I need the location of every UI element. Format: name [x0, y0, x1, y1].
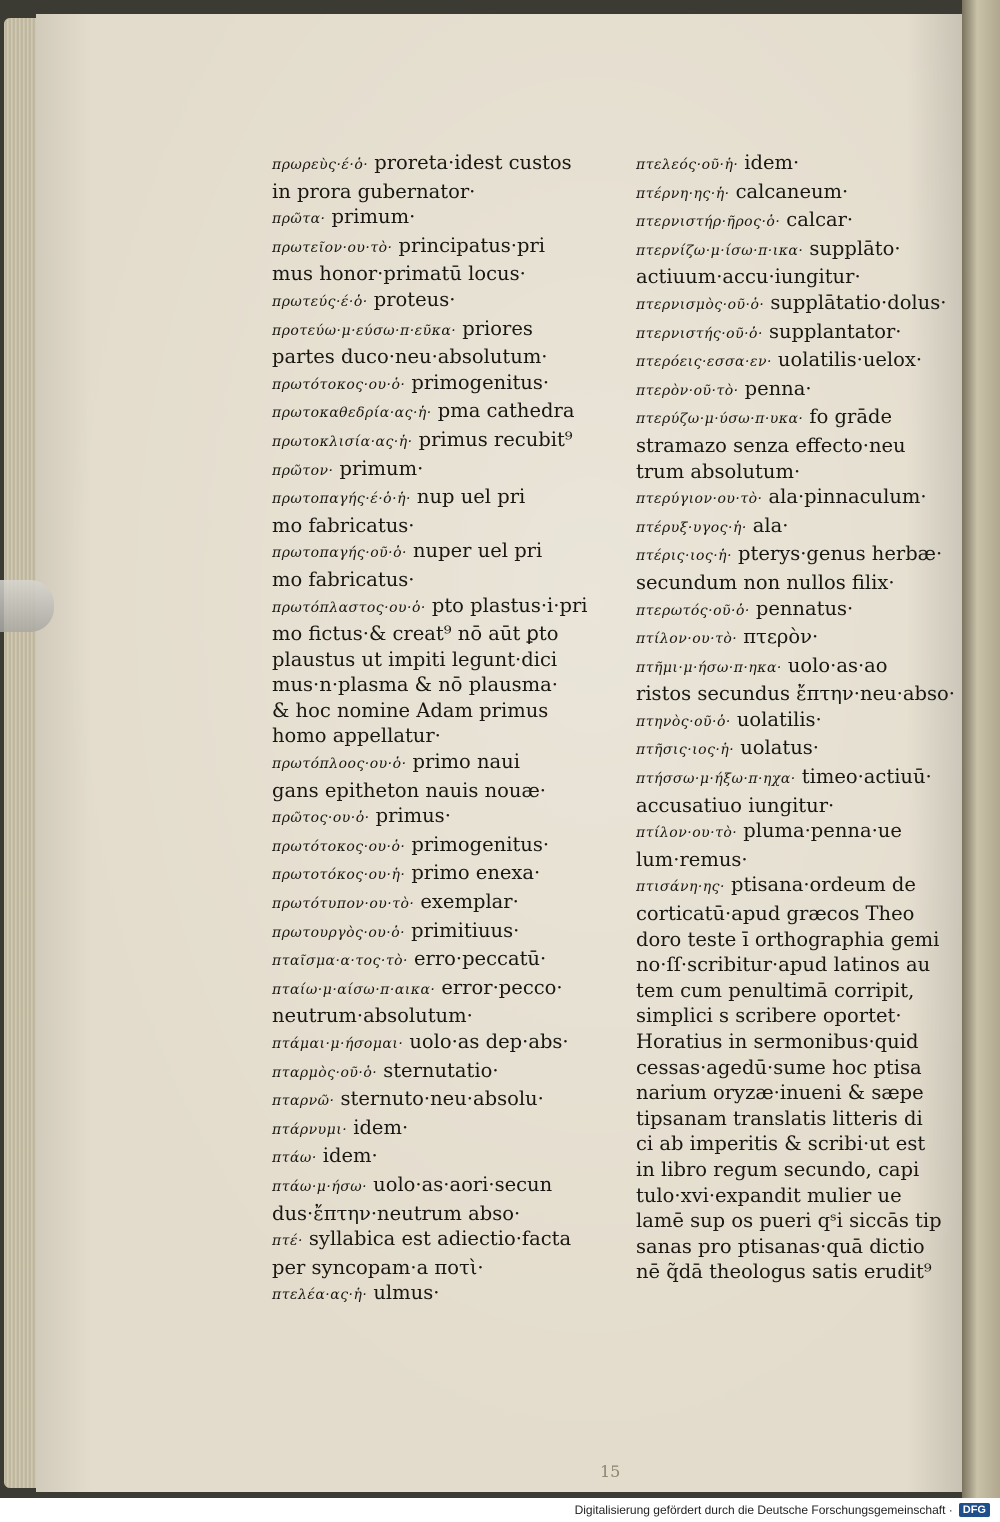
latin-gloss: accusatiuo iungitur·: [636, 793, 835, 817]
greek-headword: πτηνὸς·οῦ·ὁ·: [636, 713, 731, 730]
latin-gloss: proreta·idest custos: [374, 151, 572, 174]
latin-gloss: ristos secundus ἔπτην·neu·abso·: [636, 682, 955, 706]
greek-headword: πταῖσμα·α·τος·τὸ·: [272, 953, 408, 970]
latin-gloss: neutrum·absolutum·: [272, 1004, 473, 1028]
text-line: [636, 179, 916, 208]
greek-headword: πτερωτός·οῦ·ὁ·: [636, 602, 750, 619]
text-line: [272, 672, 562, 698]
greek-headword: πτάω·: [272, 1150, 317, 1167]
text-line: [272, 1255, 562, 1281]
latin-gloss: stramazo senza effecto·neu: [636, 433, 906, 457]
text-line: [272, 370, 562, 399]
latin-gloss: timeo·actiuū·: [801, 765, 932, 789]
latin-gloss: supplātatio·dolus·: [770, 290, 947, 314]
text-line: [272, 179, 562, 205]
latin-gloss: homo appellatur·: [272, 724, 441, 748]
text-line: [636, 433, 916, 459]
latin-gloss: primo enexa·: [411, 861, 541, 885]
text-line: [636, 1055, 922, 1081]
latin-gloss: cessas·agedū·sume hoc ptisa: [636, 1055, 922, 1079]
text-line: [636, 764, 932, 793]
latin-gloss: mo fictus·& creat⁹ nō aūt ꝑto: [272, 622, 559, 646]
text-line: [636, 459, 916, 485]
latin-gloss: sanas pro ptisanas·quā dictio: [636, 1234, 925, 1258]
right-text-column: [636, 150, 955, 1285]
greek-headword: πτίλον·ου·τὸ·: [636, 825, 738, 842]
text-line: [272, 593, 588, 622]
text-line: [272, 1029, 569, 1058]
latin-gloss: gans epitheton nauis nouæ·: [272, 778, 546, 802]
text-line: [272, 513, 562, 539]
text-line: [272, 398, 575, 427]
latin-gloss: idem·: [322, 1144, 378, 1168]
latin-gloss: lum·remus·: [636, 847, 748, 871]
text-line: [272, 427, 573, 456]
latin-gloss: in prora gubernator·: [272, 179, 476, 203]
greek-headword: πτελέα·ας·ἡ·: [272, 1287, 368, 1304]
greek-headword: πτερνιστής·οῦ·ὁ·: [636, 325, 763, 342]
text-line: [636, 404, 916, 433]
greek-headword: πταίω·μ·αίσω·π·αικα·: [272, 981, 436, 998]
latin-gloss: calcaneum·: [735, 179, 849, 203]
latin-gloss: ulmus·: [373, 1281, 440, 1305]
text-line: [272, 1226, 572, 1255]
latin-gloss: principatus·pri: [398, 233, 546, 257]
greek-headword: πτέρνη·ης·ἡ·: [636, 185, 730, 202]
latin-gloss: uolo·as·ao: [787, 653, 888, 677]
latin-gloss: lamē sup os pueri qˢi siccās tip: [636, 1209, 942, 1233]
latin-gloss: proteus·: [373, 287, 456, 311]
text-line: [636, 1157, 920, 1183]
text-line: [272, 287, 562, 316]
text-line: [636, 793, 916, 819]
text-line: [636, 1080, 924, 1106]
text-line: [636, 150, 916, 179]
latin-gloss: mus·n·plasma & nō plausma·: [272, 673, 558, 697]
latin-gloss: calcar·: [786, 208, 854, 232]
text-line: [272, 484, 562, 513]
text-line: [272, 1143, 562, 1172]
text-line: [636, 681, 955, 707]
text-line: [636, 596, 916, 625]
greek-headword: πρωτοπαγής·οῦ·ὁ·: [272, 545, 407, 562]
text-line: [272, 698, 562, 724]
text-line: [272, 456, 562, 485]
text-line: [272, 803, 562, 832]
latin-gloss: doro teste ī orthographia gemi: [636, 927, 940, 951]
latin-gloss: uolo·as·aori·secun: [373, 1172, 553, 1196]
text-line: [636, 847, 916, 873]
text-line: [272, 233, 562, 262]
text-line: [636, 541, 943, 570]
latin-gloss: in libro regum secundo, capi: [636, 1157, 920, 1181]
latin-gloss: mo fabricatus·: [272, 567, 415, 591]
latin-gloss: narium oryzæ·inueni & sæpe: [636, 1081, 924, 1105]
greek-headword: πτῆσις·ιος·ἡ·: [636, 742, 735, 759]
latin-gloss: tem cum penultimā corripit,: [636, 978, 915, 1002]
latin-gloss: dus·ἔπτην·neutrum abso·: [272, 1201, 521, 1225]
text-line: [272, 1058, 562, 1087]
text-line: [272, 344, 562, 370]
greek-headword: πταρνῶ·: [272, 1093, 335, 1110]
text-line: [636, 818, 916, 847]
text-line: [272, 538, 562, 567]
greek-headword: πρωτοτόκος·ου·ἡ·: [272, 867, 406, 884]
page-clip: [0, 580, 54, 632]
latin-gloss: nē q̃dā theologus satis erudit⁹: [636, 1260, 932, 1284]
greek-headword: πτέρις·ιος·ἡ·: [636, 548, 733, 565]
text-line: [636, 1259, 932, 1285]
greek-headword: πρωτόπλοος·ου·ὁ·: [272, 756, 407, 773]
footer-credit: Digitalisierung gefördert durch die Deutsche Forschungsgemeinschaft ·: [574, 1503, 953, 1517]
latin-gloss: partes duco·neu·absolutum·: [272, 345, 548, 369]
greek-headword: πτάω·μ·ήσω·: [272, 1178, 368, 1195]
latin-gloss: ala·: [752, 513, 789, 537]
greek-headword: πτερύγιον·ου·τὸ·: [636, 491, 763, 508]
latin-gloss: ptisana·ordeum de: [730, 873, 916, 897]
greek-headword: πρῶτα·: [272, 211, 326, 228]
latin-gloss: priores: [462, 316, 533, 340]
greek-headword: πτερνίζω·μ·ίσω·π·ικα·: [636, 242, 804, 259]
latin-gloss: tulo·xvi·expandit mulier ue: [636, 1183, 902, 1207]
text-line: [272, 860, 562, 889]
greek-headword: πρωτουργὸς·ου·ὁ·: [272, 924, 406, 941]
latin-gloss: pma cathedra: [437, 399, 575, 423]
left-text-column: [272, 150, 588, 1309]
text-line: [636, 513, 916, 542]
latin-gloss: corticatū·apud græcos Theo: [636, 902, 915, 926]
latin-gloss: primitiuus·: [411, 918, 520, 942]
latin-gloss: primus recubit⁹: [418, 427, 573, 451]
latin-gloss: pto plastus·i·pri: [431, 593, 588, 617]
text-line: [636, 1208, 942, 1234]
latin-gloss: & hoc nomine Adam primus: [272, 698, 549, 722]
latin-gloss: simplici s scribere oportet·: [636, 1004, 902, 1028]
latin-gloss: sternuto·neu·absolu·: [340, 1087, 544, 1111]
greek-headword: πτίλον·ου·τὸ·: [636, 631, 738, 648]
book-gutter: [962, 0, 1000, 1498]
latin-gloss: plaustus ut impiti legunt·dici: [272, 647, 558, 671]
text-line: [636, 484, 927, 513]
latin-gloss: syllabica est adiectio·facta: [308, 1227, 572, 1251]
latin-gloss: nuper uel pri: [413, 539, 543, 563]
text-line: [272, 1201, 562, 1227]
latin-gloss: primogenitus·: [411, 832, 550, 856]
latin-gloss: idem·: [353, 1115, 409, 1139]
text-line: [636, 236, 916, 265]
text-line: [272, 832, 562, 861]
latin-gloss: uolatilis·: [736, 707, 822, 731]
text-line: [272, 621, 562, 647]
latin-gloss: primum·: [339, 456, 424, 480]
latin-gloss: mus honor·primatū locus·: [272, 262, 526, 286]
text-line: [636, 290, 947, 319]
greek-headword: πρωτόπλαστος·ου·ὁ·: [272, 599, 426, 616]
greek-headword: πτέρυξ·υγος·ἡ·: [636, 519, 747, 536]
latin-gloss: supplāto·: [809, 236, 901, 260]
latin-gloss: primogenitus·: [411, 370, 550, 394]
text-line: [272, 204, 562, 233]
text-line: [636, 264, 916, 290]
text-line: [272, 316, 562, 345]
latin-gloss: pluma·penna·ue: [743, 819, 902, 843]
greek-headword: προτεύω·μ·εύσω·π·εῦκα·: [272, 322, 457, 339]
text-line: [272, 1172, 562, 1201]
greek-headword: πτήσσω·μ·ήξω·π·ηχα·: [636, 771, 796, 788]
latin-gloss: primum·: [331, 205, 416, 229]
text-line: [272, 778, 562, 804]
text-line: [636, 707, 916, 736]
latin-gloss: mo fabricatus·: [272, 513, 415, 537]
text-line: [636, 1029, 919, 1055]
latin-gloss: pennatus·: [755, 596, 854, 620]
text-line: [272, 918, 562, 947]
latin-gloss: secundum non nullos filix·: [636, 570, 895, 594]
greek-headword: πτερύζω·μ·ύσω·π·υκα·: [636, 411, 804, 428]
text-line: [272, 647, 562, 673]
text-line: [636, 570, 916, 596]
latin-gloss: πτερὸν·: [743, 625, 819, 649]
latin-gloss: supplantator·: [768, 319, 902, 343]
text-line: [636, 1106, 923, 1132]
text-line: [636, 978, 916, 1004]
greek-headword: πτερόεις·εσσα·εν·: [636, 354, 772, 371]
latin-gloss: fo grāde: [809, 405, 892, 429]
latin-gloss: primo naui: [412, 750, 520, 774]
dfg-logo-icon: DFG: [959, 1503, 990, 1517]
text-line: [636, 1183, 916, 1209]
latin-gloss: trum absolutum·: [636, 459, 801, 483]
latin-gloss: penna·: [744, 376, 812, 400]
greek-headword: πρωτεύς·έ·ὁ·: [272, 293, 368, 310]
greek-headword: πτισάνη·ης·: [636, 879, 725, 896]
text-line: [636, 952, 931, 978]
greek-headword: πτερνιστήρ·ῆρος·ὁ·: [636, 214, 781, 231]
greek-headword: πτερὸν·οῦ·τὸ·: [636, 382, 739, 399]
latin-gloss: ala·pinnaculum·: [768, 485, 927, 509]
text-line: [636, 735, 916, 764]
latin-gloss: ci ab imperitis & scribi·ut est: [636, 1132, 926, 1156]
text-line: [272, 1003, 562, 1029]
latin-gloss: no·ſſ·scribitur·apud latinos au: [636, 953, 931, 977]
text-line: [636, 653, 916, 682]
greek-headword: πρωτότοκος·ου·ὁ·: [272, 376, 406, 393]
greek-headword: πτέ·: [272, 1233, 303, 1250]
text-line: [272, 749, 562, 778]
text-line: [636, 1003, 916, 1029]
greek-headword: πρωτεῖον·ου·τὸ·: [272, 239, 393, 256]
latin-gloss: exemplar·: [420, 890, 519, 914]
text-line: [272, 946, 562, 975]
text-line: [272, 261, 562, 287]
latin-gloss: uolo·as dep·abs·: [409, 1030, 569, 1053]
latin-gloss: pterys·genus herbæ·: [738, 542, 943, 566]
latin-gloss: uolatus·: [740, 736, 819, 760]
text-line: [636, 872, 916, 901]
text-line: [636, 1131, 926, 1157]
latin-gloss: sternutatio·: [383, 1058, 499, 1082]
greek-headword: πρωτότυπον·ου·τὸ·: [272, 896, 415, 913]
latin-gloss: actiuum·accu·iungitur·: [636, 265, 861, 289]
greek-headword: πρῶτος·ου·ὁ·: [272, 810, 370, 827]
text-line: [272, 150, 572, 179]
greek-headword: πτῆμι·μ·ήσω·π·ηκα·: [636, 659, 782, 676]
greek-headword: πτερνισμὸς·οῦ·ὁ·: [636, 296, 765, 313]
greek-headword: πρωτοπαγής·έ·ὁ·ἡ·: [272, 491, 411, 508]
text-line: [272, 1086, 562, 1115]
text-line: [272, 1280, 562, 1309]
greek-headword: πρωτοκαθεδρία·ας·ἡ·: [272, 405, 432, 422]
text-line: [636, 347, 923, 376]
latin-gloss: uolatilis·uelox·: [777, 348, 923, 372]
text-line: [272, 975, 562, 1004]
latin-gloss: Horatius in sermonibus·quid: [636, 1030, 919, 1053]
text-line: [272, 567, 562, 593]
greek-headword: πτάμαι·μ·ήσομαι·: [272, 1036, 404, 1052]
latin-gloss: tipsanam translatis litteris di: [636, 1106, 923, 1130]
text-line: [272, 1115, 562, 1144]
text-line: [272, 889, 562, 918]
latin-gloss: error·pecco·: [441, 975, 563, 999]
text-line: [636, 1234, 925, 1260]
greek-headword: πτελεός·οῦ·ἡ·: [636, 157, 739, 173]
text-line: [272, 723, 562, 749]
greek-headword: πρῶτον·: [272, 462, 334, 479]
greek-headword: πρωτοκλισία·ας·ἡ·: [272, 433, 413, 450]
latin-gloss: primus·: [375, 804, 451, 828]
latin-gloss: per syncopam·a ποτὶ·: [272, 1255, 484, 1279]
greek-headword: πρωτότοκος·ου·ὁ·: [272, 838, 406, 855]
greek-headword: πτάρνυμι·: [272, 1121, 348, 1138]
latin-gloss: idem·: [744, 151, 800, 174]
greek-headword: πρωρεὺς·έ·ὁ·: [272, 157, 369, 173]
text-line: [636, 927, 940, 953]
text-line: [636, 624, 916, 653]
greek-headword: πταρμὸς·οῦ·ὁ·: [272, 1064, 378, 1081]
text-line: [636, 901, 916, 927]
latin-gloss: erro·peccatū·: [413, 947, 547, 971]
footer-bar: [0, 1498, 1000, 1522]
text-line: [636, 207, 916, 236]
text-line: [636, 319, 916, 348]
latin-gloss: nup uel pri: [416, 485, 526, 509]
folio-mark: 15: [600, 1462, 621, 1481]
text-line: [636, 376, 916, 405]
